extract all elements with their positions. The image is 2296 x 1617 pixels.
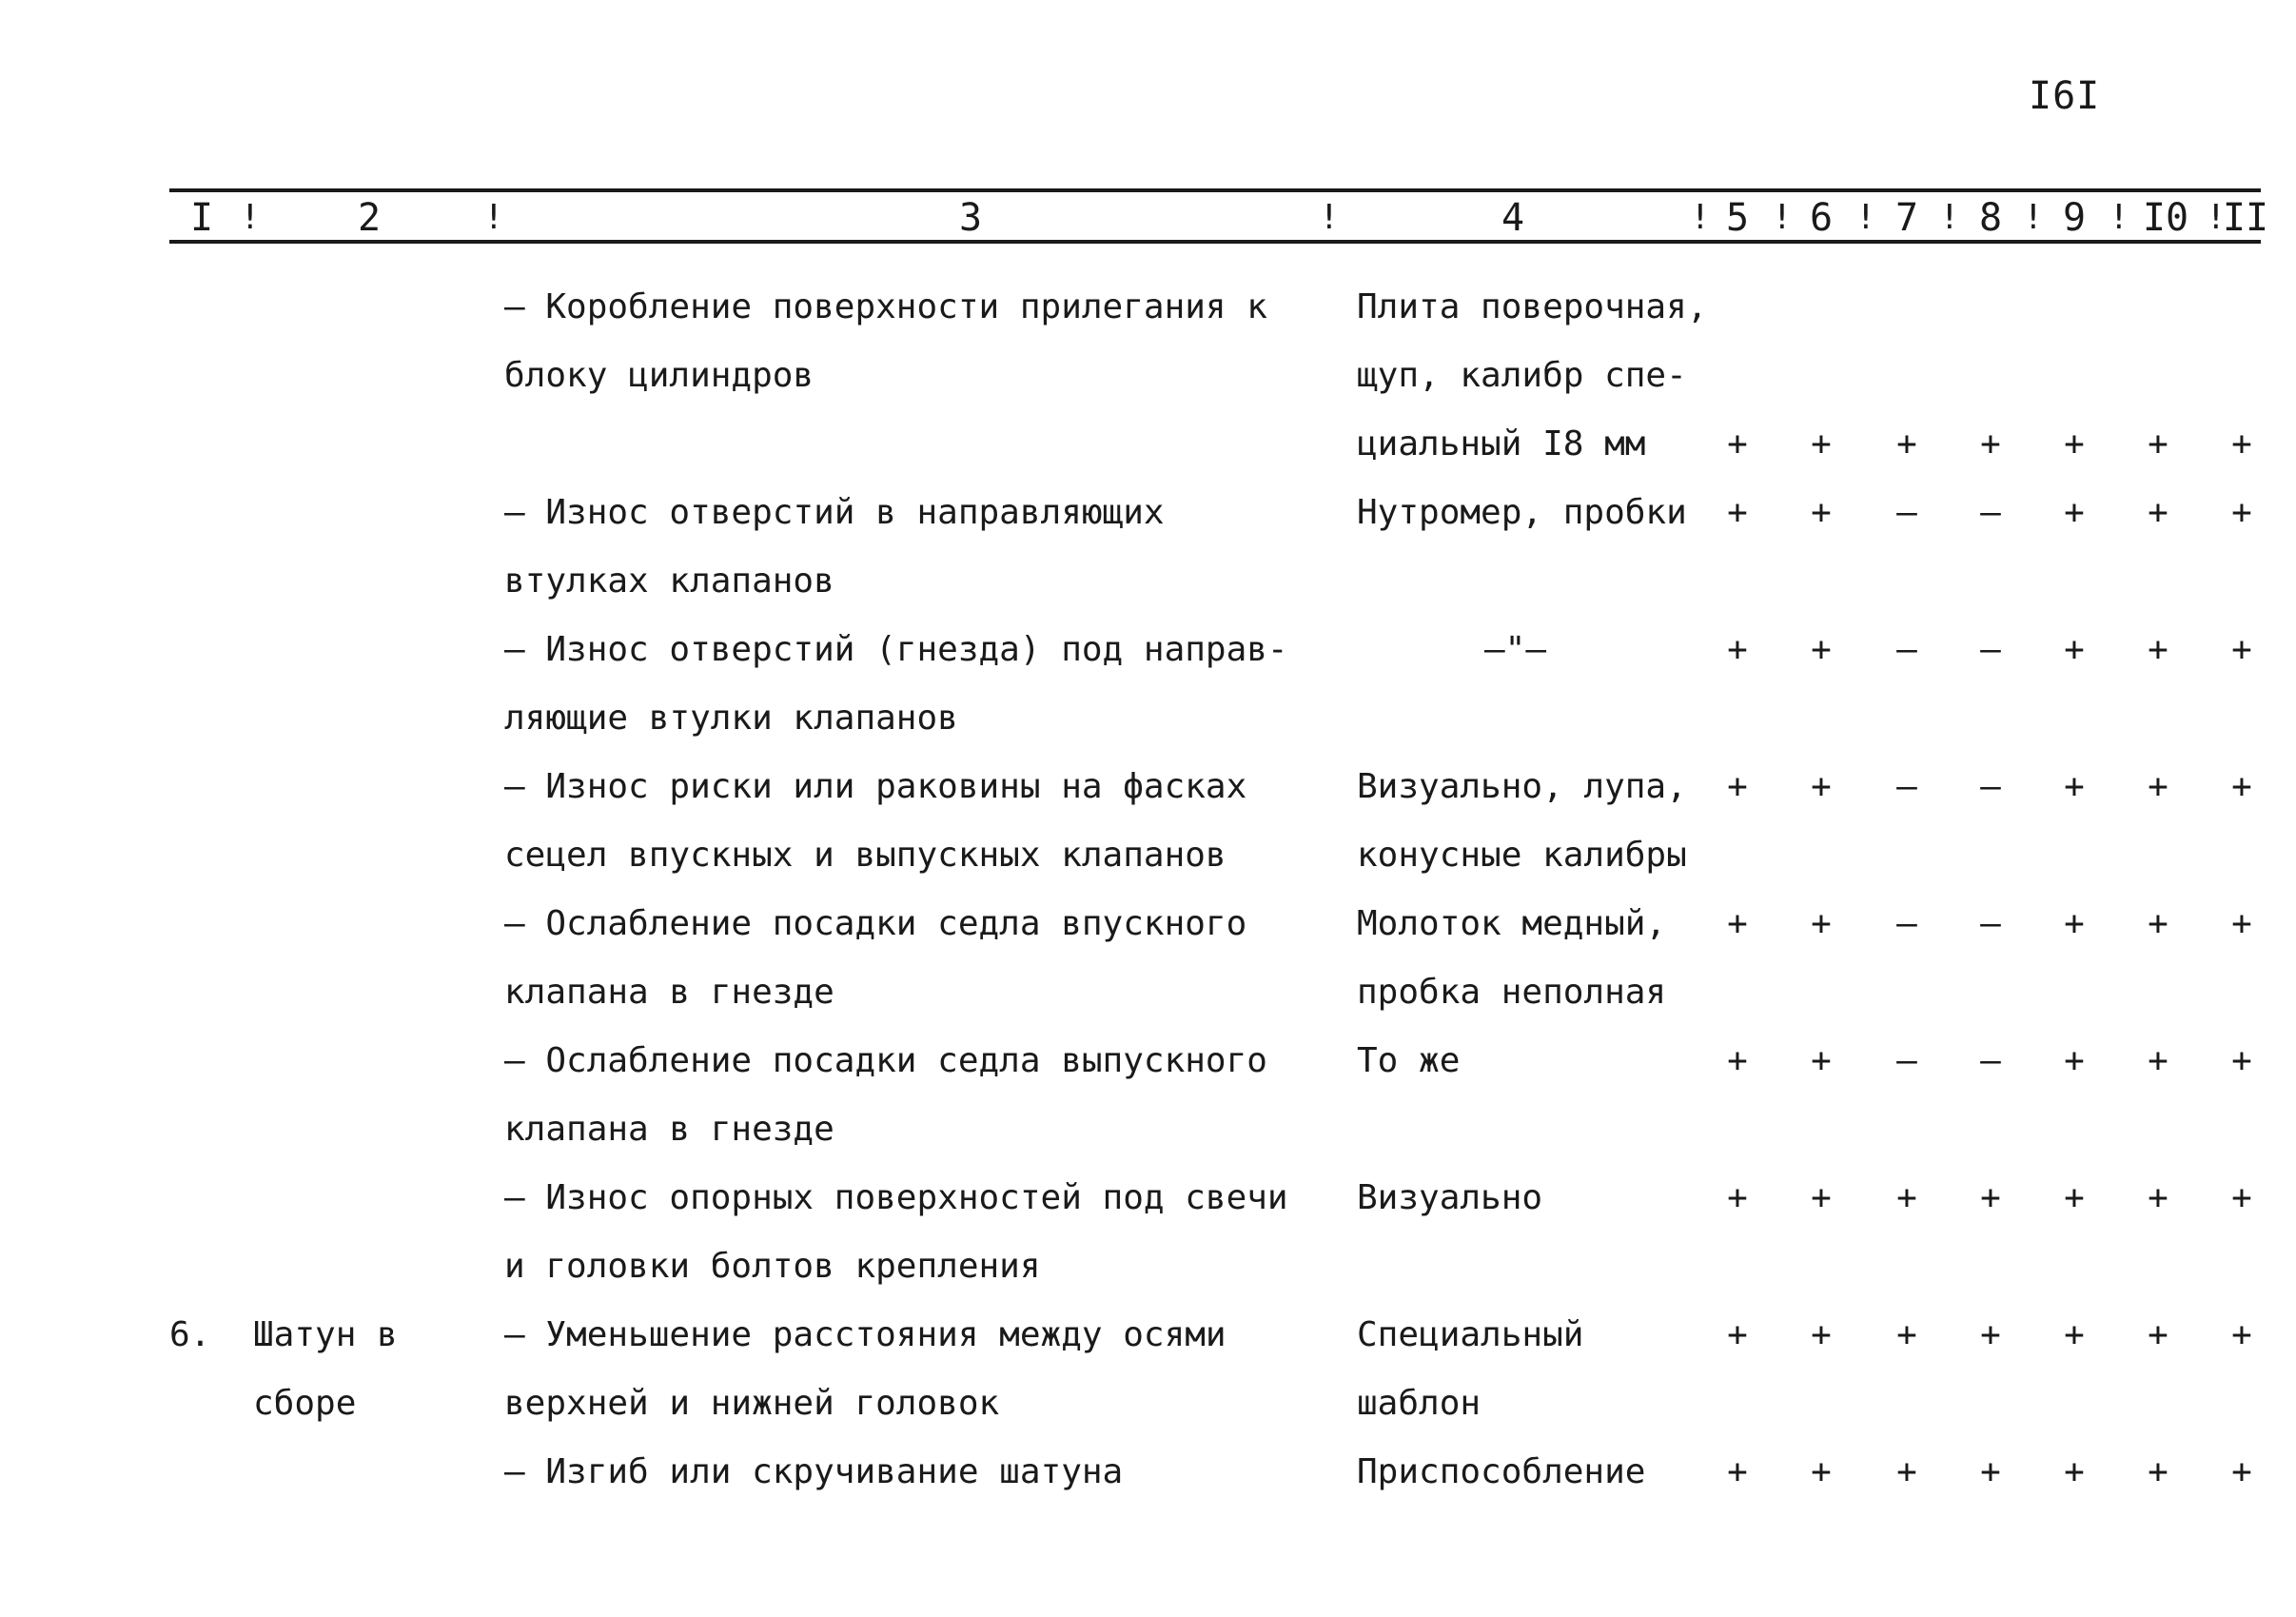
defect-line: – Износ риски или раковины на фасках [504,767,1247,806]
mark-column-9: + [2064,424,2085,463]
mark-column-6: + [1811,424,1832,463]
mark-column-7: – [1896,493,1917,532]
mark-column-5: + [1727,767,1748,806]
header-separator: ! [2109,198,2129,237]
mark-column-5: + [1727,904,1748,943]
mark-column-10: + [2148,904,2168,943]
mark-column-8: + [1980,1178,2001,1217]
defect-line: – Износ отверстий (гнезда) под направ- [504,630,1288,669]
mark-column-10: + [2148,493,2168,532]
header-column-1: I [189,196,214,240]
mark-column-9: + [2064,1452,2085,1491]
header-column-9: 9 [2062,196,2087,240]
defect-line: – Износ отверстий в направляющих [504,493,1165,532]
header-column-5: 5 [1725,196,1750,240]
mark-column-5: + [1727,1315,1748,1354]
mark-column-11: + [2231,424,2252,463]
defect-line: блоку цилиндров [504,356,814,395]
defect-line: – Износ опорных поверхностей под свечи [504,1178,1288,1217]
mark-column-10: + [2148,424,2168,463]
mark-column-11: + [2231,767,2252,806]
method-line: То же [1357,1041,1461,1080]
header-separator: ! [1855,198,1876,237]
mark-column-8: – [1980,493,2001,532]
header-column-2: 2 [357,196,382,240]
mark-column-7: – [1896,630,1917,669]
method-line: пробка неполная [1357,973,1667,1012]
mark-column-7: – [1896,767,1917,806]
mark-column-6: + [1811,630,1832,669]
mark-column-9: + [2064,493,2085,532]
mark-column-9: + [2064,630,2085,669]
method-line: циальный I8 мм [1357,424,1646,463]
mark-column-5: + [1727,1452,1748,1491]
method-line: Визуально [1357,1178,1543,1217]
row-number: 6. [169,1315,211,1354]
method-line: Приспособление [1357,1452,1646,1491]
defect-line: клапана в гнезде [504,973,834,1012]
mark-column-8: – [1980,767,2001,806]
mark-column-8: + [1980,1315,2001,1354]
mark-column-8: + [1980,424,2001,463]
mark-column-6: + [1811,904,1832,943]
header-column-3: 3 [958,196,983,240]
header-column-10: I0 [2142,196,2189,240]
mark-column-7: – [1896,904,1917,943]
header-separator: ! [1939,198,1960,237]
header-separator: ! [483,198,504,237]
header-separator: ! [1319,198,1340,237]
header-separator: ! [240,198,261,237]
mark-column-9: + [2064,767,2085,806]
header-column-8: 8 [1978,196,2003,240]
mark-column-6: + [1811,1041,1832,1080]
method-line: конусные калибры [1357,836,1687,875]
mark-column-6: + [1811,767,1832,806]
method-line: –"– [1484,630,1547,669]
part-name-line: сборе [253,1384,357,1423]
defect-line: – Уменьшение расстояния между осями [504,1315,1226,1354]
mark-column-5: + [1727,1178,1748,1217]
header-separator: ! [2206,198,2227,237]
mark-column-6: + [1811,1178,1832,1217]
mark-column-11: + [2231,1452,2252,1491]
page-number: I6I [2029,74,2101,118]
mark-column-6: + [1811,1315,1832,1354]
defect-line: сецел впускных и выпускных клапанов [504,836,1226,875]
defect-line: – Ослабление посадки седла впускного [504,904,1247,943]
mark-column-11: + [2231,1178,2252,1217]
mark-column-10: + [2148,1452,2168,1491]
method-line: Специальный [1357,1315,1584,1354]
table-top-rule [169,188,2261,192]
mark-column-8: – [1980,630,2001,669]
method-line: шаблон [1357,1384,1482,1423]
mark-column-5: + [1727,424,1748,463]
header-separator: ! [1772,198,1793,237]
mark-column-6: + [1811,493,1832,532]
mark-column-11: + [2231,1041,2252,1080]
header-column-6: 6 [1809,196,1834,240]
method-line: Нутромер, пробки [1357,493,1687,532]
method-line: Плита поверочная, [1357,287,1708,326]
mark-column-8: + [1980,1452,2001,1491]
header-separator: ! [2023,198,2044,237]
header-column-7: 7 [1894,196,1919,240]
defect-line: и головки болтов крепления [504,1247,1041,1286]
mark-column-11: + [2231,493,2252,532]
defect-line: – Изгиб или скручивание шатуна [504,1452,1124,1491]
header-separator: ! [1690,198,1711,237]
mark-column-5: + [1727,1041,1748,1080]
mark-column-7: + [1896,1452,1917,1491]
mark-column-9: + [2064,904,2085,943]
part-name-line: Шатун в [253,1315,398,1354]
mark-column-10: + [2148,1315,2168,1354]
mark-column-10: + [2148,1041,2168,1080]
mark-column-9: + [2064,1315,2085,1354]
method-line: Визуально, лупа, [1357,767,1687,806]
mark-column-5: + [1727,630,1748,669]
mark-column-6: + [1811,1452,1832,1491]
mark-column-10: + [2148,767,2168,806]
mark-column-7: + [1896,424,1917,463]
defect-line: втулках клапанов [504,562,834,601]
mark-column-7: + [1896,1315,1917,1354]
mark-column-11: + [2231,904,2252,943]
method-line: Молоток медный, [1357,904,1667,943]
header-column-4: 4 [1501,196,1525,240]
defect-line: – Коробление поверхности прилегания к [504,287,1267,326]
header-column-11: II [2222,196,2269,240]
mark-column-8: – [1980,1041,2001,1080]
mark-column-7: + [1896,1178,1917,1217]
defect-line: – Ослабление посадки седла выпускного [504,1041,1267,1080]
mark-column-9: + [2064,1178,2085,1217]
mark-column-9: + [2064,1041,2085,1080]
defect-line: ляющие втулки клапанов [504,699,958,738]
mark-column-5: + [1727,493,1748,532]
mark-column-11: + [2231,1315,2252,1354]
method-line: щуп, калибр спе- [1357,356,1687,395]
mark-column-11: + [2231,630,2252,669]
mark-column-8: – [1980,904,2001,943]
defect-line: верхней и нижней головок [504,1384,1000,1423]
mark-column-7: – [1896,1041,1917,1080]
defect-line: клапана в гнезде [504,1110,834,1149]
mark-column-10: + [2148,630,2168,669]
mark-column-10: + [2148,1178,2168,1217]
